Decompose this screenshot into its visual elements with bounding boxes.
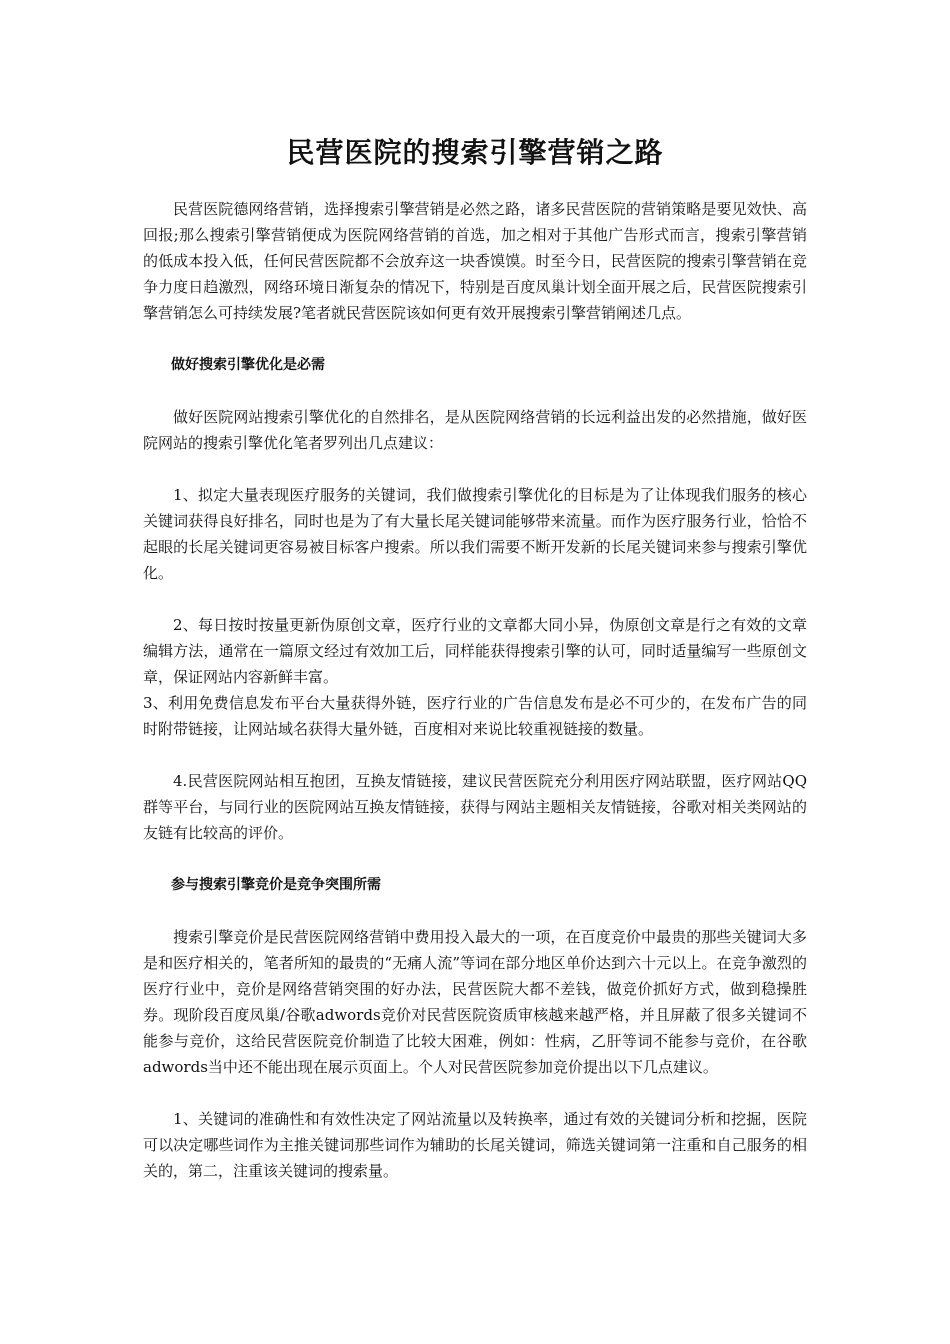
paragraph-bidding-intro: 搜索引擎竞价是民营医院网络营销中费用投入最大的一项，在百度竞价中最贵的那些关键词大多是和医疗相关的，笔者所知的最贵的“无痛人流”等词在部分地区单价达到六十元以上。在竞争激烈的医疗行业中，竞价是网络营销突围的好办法，民营医院大都不差钱，做竞价抓好方式，做到稳操胜券。现阶段百度凤巢/谷歌adwords竞价对民营医院资质审核越来越严格，并且屏蔽了很多关键词不能参与竞价，这给民营医院竞价制造了比较大困难，例如：性病，乙肝等词不能参与竞价，在谷歌adwords当中还不能出现在展示页面上。个人对民营医院参加竞价提出以下几点建议。: [143, 928, 807, 1076]
section-heading-seo: 做好搜索引擎优化是必需: [171, 357, 325, 373]
paragraph-seo-point-4: 4.民营医院网站相互抱团，互换友情链接，建议民营医院充分利用医疗网站联盟，医疗网站QQ群等平台，与同行业的医院网站互换友情链接，获得与网站主题相关友情链接，谷歌对相关类网站的友链有比较高的评价。: [143, 772, 807, 842]
paragraph-seo-point-1: 1、拟定大量表现医疗服务的关键词，我们做搜索引擎优化的目标是为了让体现我们服务的核心关键词获得良好排名，同时也是为了有大量长尾关键词能够带来流量。而作为医疗服务行业，恰恰不起眼的长尾关键词更容易被目标客户搜索。所以我们需要不断开发新的长尾关键词来参与搜索引擎优化。: [143, 486, 807, 582]
paragraph-bidding-point-1: 1、关键词的准确性和有效性决定了网站流量以及转换率，通过有效的关键词分析和挖掘，医院可以决定哪些词作为主推关键词那些词作为辅助的长尾关键词，筛选关键词第一注重和自己服务的相关的，第二，注重该关键词的搜索量。: [143, 1110, 807, 1180]
section-heading-bidding: 参与搜索引擎竞价是竞争突围所需: [171, 877, 381, 893]
paragraph-seo-point-2: 2、每日按时按量更新伪原创文章，医疗行业的文章都大同小异，伪原创文章是行之有效的文章编辑方法，通常在一篇原文经过有效加工后，同样能获得搜索引擎的认可，同时适量编写一些原创文章，保证网站内容新鲜丰富。: [143, 616, 807, 686]
paragraph-seo-point-3: 3、利用免费信息发布平台大量获得外链，医疗行业的广告信息发布是必不可少的，在发布广告的同时附带链接，让网站域名获得大量外链，百度相对来说比较重视链接的数量。: [143, 694, 807, 738]
intro-paragraph: 民营医院德网络营销，选择搜索引擎营销是必然之路，诸多民营医院的营销策略是要见效快、高回报;那么搜索引擎营销便成为医院网络营销的首选，加之相对于其他广告形式而言，搜索引擎营销的低成本投入低，任何民营医院都不会放弃这一块香馍馍。时至今日，民营医院的搜索引擎营销在竞争力度日趋激烈，网络环境日渐复杂的情况下，特别是百度凤巢计划全面开展之后，民营医院搜索引擎营销怎么可持续发展?笔者就民营医院该如何更有效开展搜索引擎营销阐述几点。: [143, 200, 807, 322]
document-title: 民营医院的搜索引擎营销之路: [286, 136, 664, 169]
document-body: [143, 196, 807, 1184]
paragraph-seo-intro: 做好医院网站搜索引擎优化的自然排名，是从医院网络营销的长远利益出发的必然措施，做好医院网站的搜索引擎优化笔者罗列出几点建议：: [143, 408, 807, 452]
